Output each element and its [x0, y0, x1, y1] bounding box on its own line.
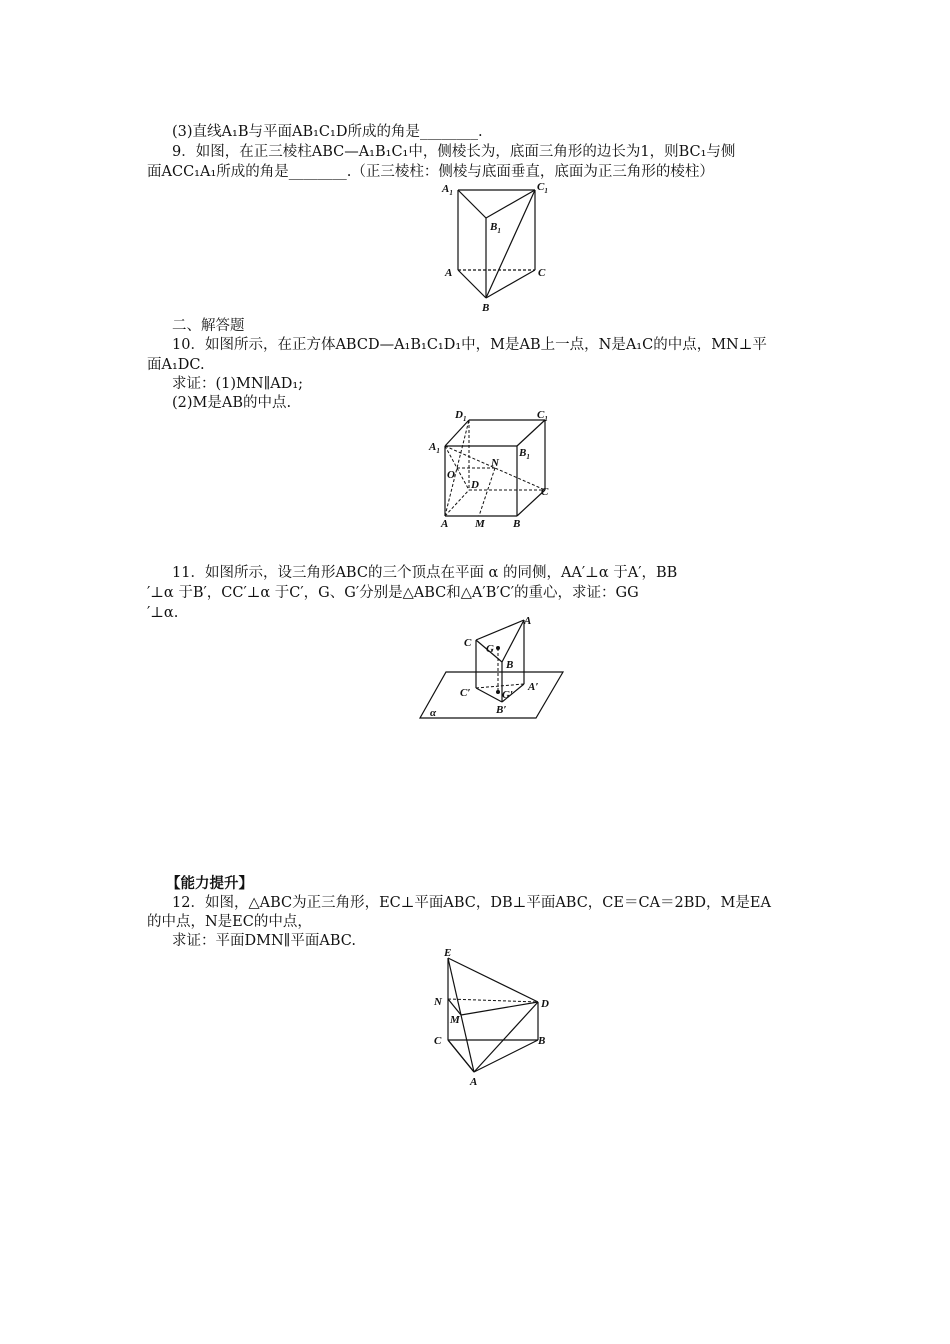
label-C-prime: C′: [460, 687, 471, 699]
label-D: D: [471, 479, 479, 491]
q12-line3: 求证：平面DMN∥平面ABC.: [172, 933, 356, 949]
q11-plane-figure: [418, 612, 568, 724]
q10-line1: 10．如图所示，在正方体ABCD—A₁B₁C₁D₁中，M是AB上一点，N是A₁C的中点，MN⊥平: [172, 337, 767, 353]
label-O: O: [447, 469, 455, 481]
label-A: A: [470, 1076, 478, 1088]
q8-part3: (3)直线A₁B与平面AB₁C₁D所成的角是________.: [172, 124, 483, 140]
q10-line4: (2)M是AB的中点.: [172, 395, 292, 411]
label-C1: $C_1$: [537, 181, 548, 195]
q12-line2: 的中点，N是EC的中点，: [147, 914, 312, 930]
ability-heading: 【能力提升】: [166, 875, 253, 892]
label-C: C: [541, 486, 549, 498]
label-C: C: [464, 637, 472, 649]
q12-figure: [428, 944, 558, 1092]
label-A1: $A_1$: [442, 183, 453, 197]
q11-line3: ′⊥α.: [147, 605, 179, 621]
q10-line2: 面A₁DC.: [147, 357, 205, 373]
label-G: G: [486, 643, 494, 655]
q11-line1: 11．如图所示，设三角形ABC的三个顶点在平面 α 的同侧，AA′⊥α 于A′，BB: [172, 565, 678, 581]
label-A1: $A_1$: [429, 441, 440, 455]
q12-line1: 12．如图，△ABC为正三角形，EC⊥平面ABC，DB⊥平面ABC，CE＝CA＝2BD，M是EA: [172, 895, 771, 911]
label-B1: $B_1$: [490, 221, 501, 235]
label-B: B: [513, 518, 521, 530]
label-alpha: α: [430, 707, 437, 719]
q9-line1: 9．如图，在正三棱柱ABC—A₁B₁C₁中，侧棱长为，底面三角形的边长为1，则BC₁与侧: [172, 144, 736, 160]
label-D: D: [541, 998, 549, 1010]
q10-cube-figure: [425, 406, 565, 532]
label-A: A: [441, 518, 449, 530]
q11-line2: ′⊥α 于B′，CC′⊥α 于C′，G、G′分别是△ABC和△A′B′C′的重心，求证：GG: [147, 585, 639, 601]
label-N: N: [434, 996, 442, 1008]
section-title: 二、解答题: [172, 318, 245, 334]
label-A-prime: A′: [528, 681, 539, 693]
label-A: A: [524, 615, 532, 627]
q9-prism-figure: [440, 178, 560, 314]
label-B: B: [506, 659, 514, 671]
label-B: B: [538, 1035, 546, 1047]
label-D1: $D_1$: [455, 409, 467, 423]
label-M: M: [475, 518, 485, 530]
label-B1: $B_1$: [519, 447, 530, 461]
label-B: B: [482, 302, 490, 314]
label-N: N: [491, 457, 499, 469]
label-G-prime: G′: [502, 689, 514, 701]
label-E: E: [444, 947, 452, 959]
label-C: C: [434, 1035, 442, 1047]
label-C: C: [538, 267, 546, 279]
q10-line3: 求证：(1)MN∥AD₁;: [172, 376, 304, 392]
label-C1: $C_1$: [537, 409, 548, 423]
label-M: M: [450, 1014, 460, 1026]
label-A: A: [445, 267, 453, 279]
label-B-prime: B′: [496, 704, 507, 716]
q9-line2: 面ACC₁A₁所成的角是________.（正三棱柱：侧棱与底面垂直，底面为正三角形的棱柱）: [147, 164, 714, 180]
